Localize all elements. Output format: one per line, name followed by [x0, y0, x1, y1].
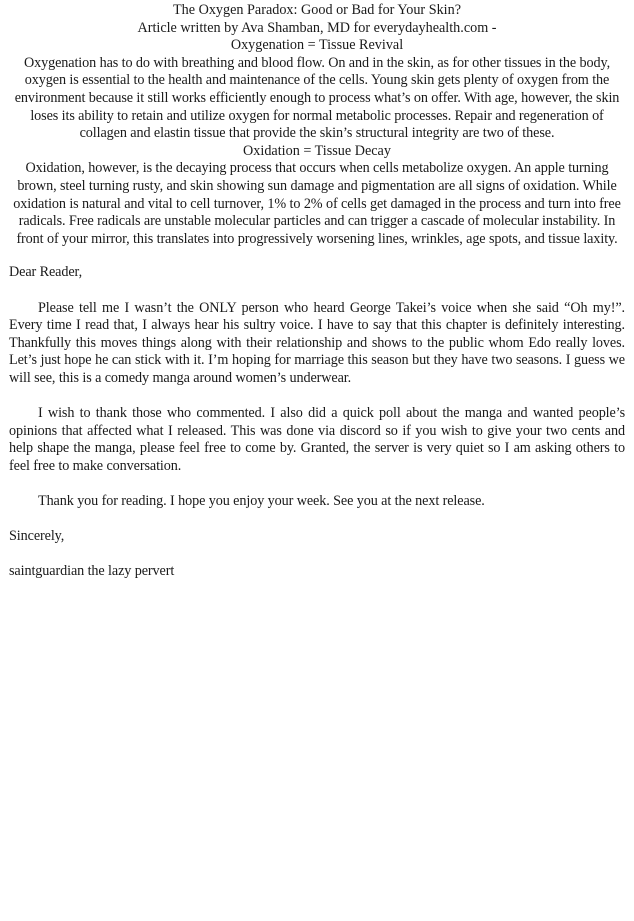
article-byline: Article written by Ava Shamban, MD for everydayhealth.com -	[137, 19, 497, 36]
section-body-oxygenation: Oxygenation has to do with breathing and blood flow. On and in the skin, as for other tissues in the body, oxygen is essential to the health and maintenance of the cells. Young skin gets plenty of oxygen from the environment because it still works efficiently enough to process what’s on offer. With age, however, the skin loses its ability to retain and utilize oxygen for normal metabolic processes. Repair and regeneration of collagen and elastin tissue that provide the skin’s structural integrity are two of these.	[14, 54, 620, 142]
letter-paragraph-1: Please tell me I wasn’t the ONLY person who heard George Takei’s voice when she said “Oh my!”. Every time I read that, I always hear his sultry voice. I have to say that this chapter is definitely interesting. Thankfully this moves things along with their relationship and shows to the public whom Edo really loves. Let’s just hope he can stick with it. I’m hoping for marriage this season but they have two seasons. I guess we will see, this is a comedy manga around women’s underwear.	[9, 299, 625, 386]
translator-letter	[9, 264, 625, 581]
letter-signature: saintguardian the lazy pervert	[9, 563, 175, 580]
letter-paragraph-3: Thank you for reading. I hope you enjoy your week. See you at the next release.	[38, 493, 485, 510]
article-title: The Oxygen Paradox: Good or Bad for Your Skin?	[172, 2, 462, 18]
letter-paragraph-2: I wish to thank those who commented. I also did a quick poll about the manga and wanted people’s opinions that affected what I released. This was done via discord so if you wish to give your two cents and help shape the manga, please feel free to come by. Granted, the server is very quiet so I am asking others to feel free to make conversation.	[9, 405, 625, 474]
section-heading-oxygenation: Oxygenation = Tissue Revival	[230, 37, 404, 54]
article-excerpt	[9, 2, 625, 248]
letter-closing: Sincerely,	[9, 528, 65, 545]
section-body-oxidation: Oxidation, however, is the decaying process that occurs when cells metabolize oxygen. An apple turning brown, steel turning rusty, and skin showing sun damage and pigmentation are all signs of oxidation. While oxidation is natural and vital to cell turnover, 1% to 2% of cells get damaged in the process and turn into free radicals. Free radicals are unstable molecular particles and can trigger a cascade of molecular instability. In front of your mirror, this translates into progressively worsening lines, wrinkles, age spots, and tissue laxity.	[13, 160, 621, 247]
section-heading-oxidation: Oxidation = Tissue Decay	[243, 142, 391, 159]
letter-salutation: Dear Reader,	[9, 264, 83, 281]
